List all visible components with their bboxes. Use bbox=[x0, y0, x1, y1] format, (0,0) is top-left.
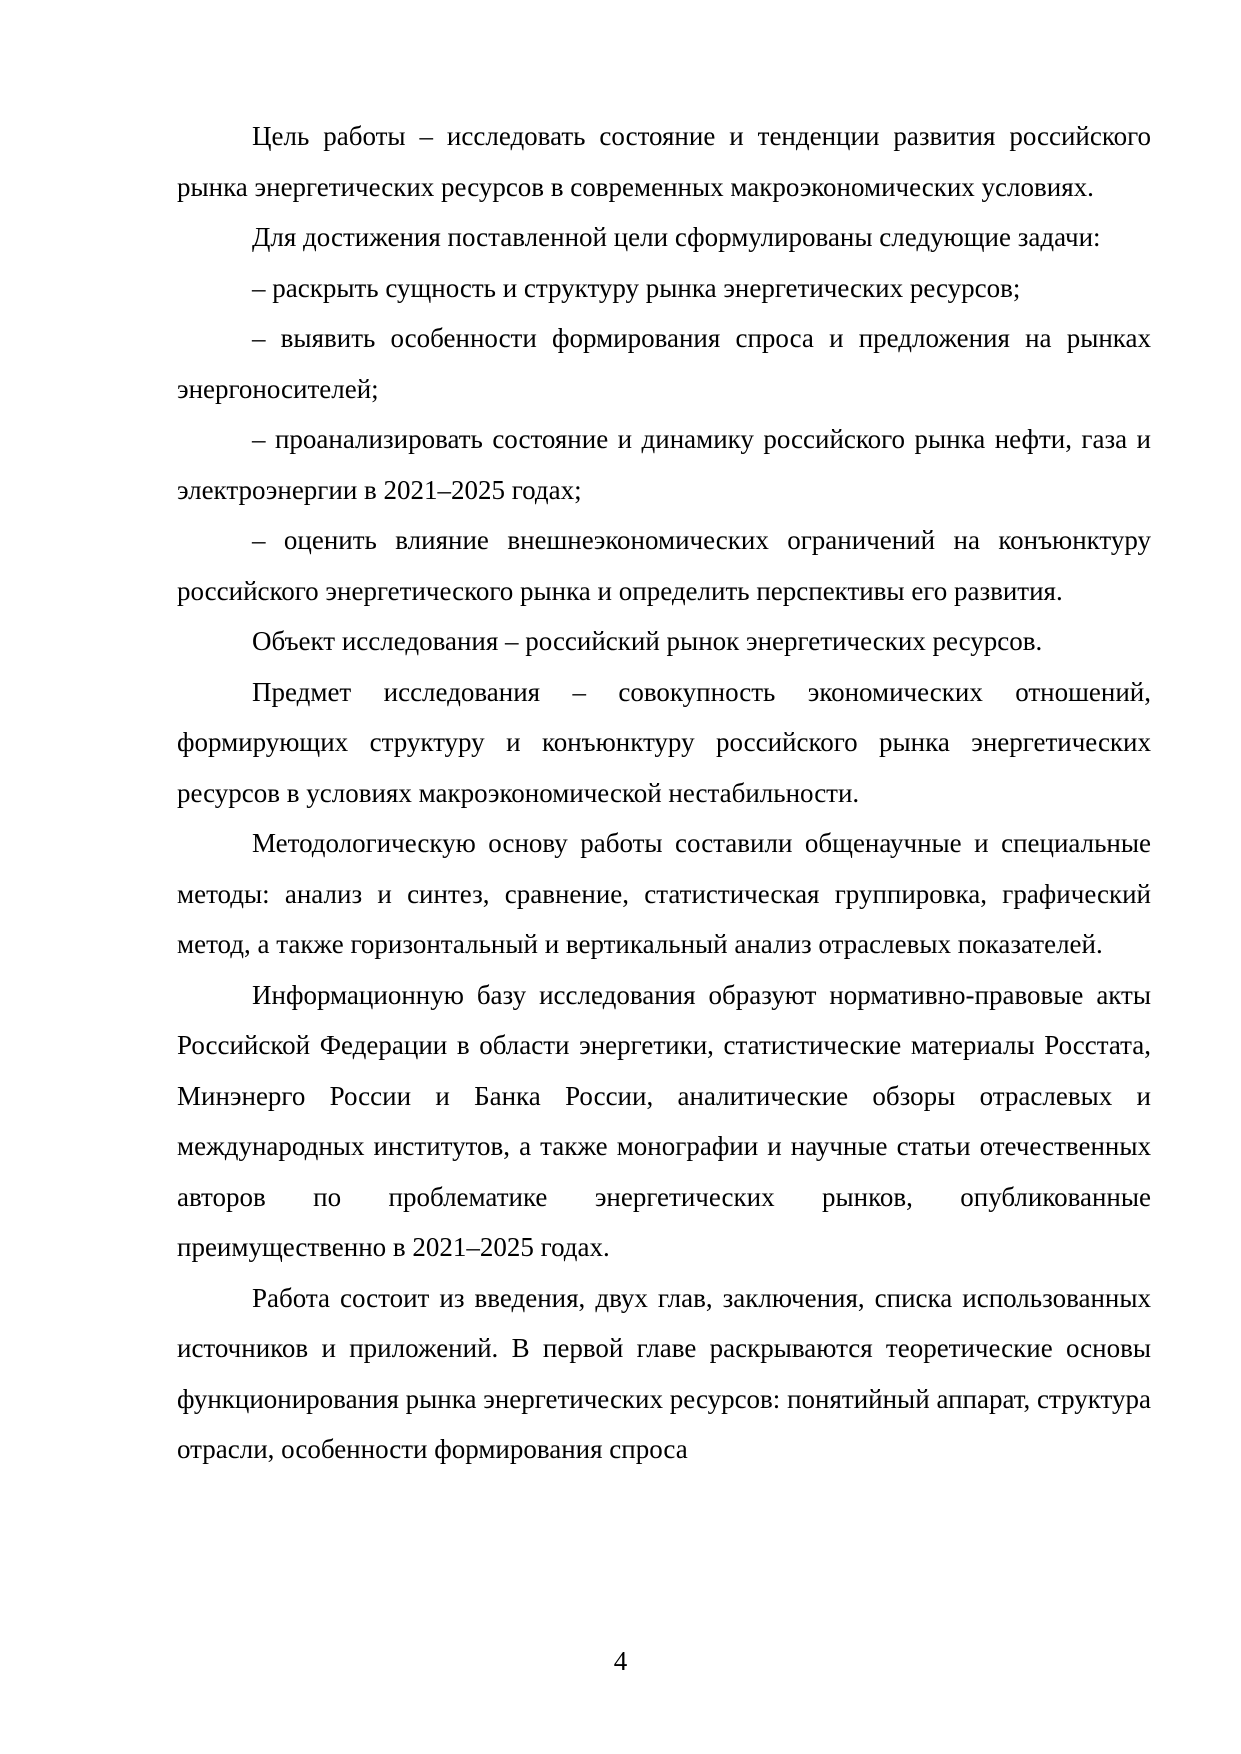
list-item-task-3: – проанализировать состояние и динамику российского рынка нефти, газа и электроэнергии в 2021–2025 годах; bbox=[177, 424, 1151, 505]
list-item-task-4: – оценить влияние внешнеэкономических ограничений на конъюнктуру российского энергетического рынка и определить перспективы его развития. bbox=[177, 525, 1151, 606]
page-number: 4 bbox=[613, 1646, 628, 1676]
paragraph-subject: Предмет исследования – совокупность экономических отношений, формирующих структуру и конъюнктуру российского рынка энергетических ресурсов в условиях макроэкономической нестабильности. bbox=[177, 676, 1151, 808]
paragraph-structure: Работа состоит из введения, двух глав, заключения, списка использованных источников и приложений. В первой главе раскрываются теоретические основы функционирования рынка энергетических ресурсов: понятийный аппарат, структура отрасли, особенности формирования спроса bbox=[177, 1282, 1151, 1464]
paragraph-object: Объект исследования – российский рынок энергетических ресурсов. bbox=[252, 626, 1043, 656]
page-body bbox=[177, 111, 1151, 1475]
paragraph-information-base: Информационную базу исследования образуют нормативно-правовые акты Российской Федерации в области энергетики, статистические материалы Росстата, Минэнерго России и Банка России, аналитические обзоры отраслевых и международных институтов, а также монографии и научные статьи отечественных авторов по проблематике энергетических рынков, опубликованные преимущественно в 2021–2025 годах. bbox=[177, 979, 1151, 1262]
paragraph-goal: Цель работы – исследовать состояние и тенденции развития российского рынка энергетических ресурсов в современных макроэкономических условиях. bbox=[177, 121, 1151, 202]
list-item-task-1: – раскрыть сущность и структуру рынка энергетических ресурсов; bbox=[252, 272, 1021, 303]
paragraph-tasks-intro: Для достижения поставленной цели сформулированы следующие задачи: bbox=[252, 222, 1101, 252]
paragraph-methodology: Методологическую основу работы составили общенаучные и специальные методы: анализ и синтез, сравнение, статистическая группировка, графический метод, а также горизонтальный и вертикальный анализ отраслевых показателей. bbox=[177, 828, 1151, 959]
list-item-task-2: – выявить особенности формирования спроса и предложения на рынках энергоносителей; bbox=[177, 323, 1151, 404]
